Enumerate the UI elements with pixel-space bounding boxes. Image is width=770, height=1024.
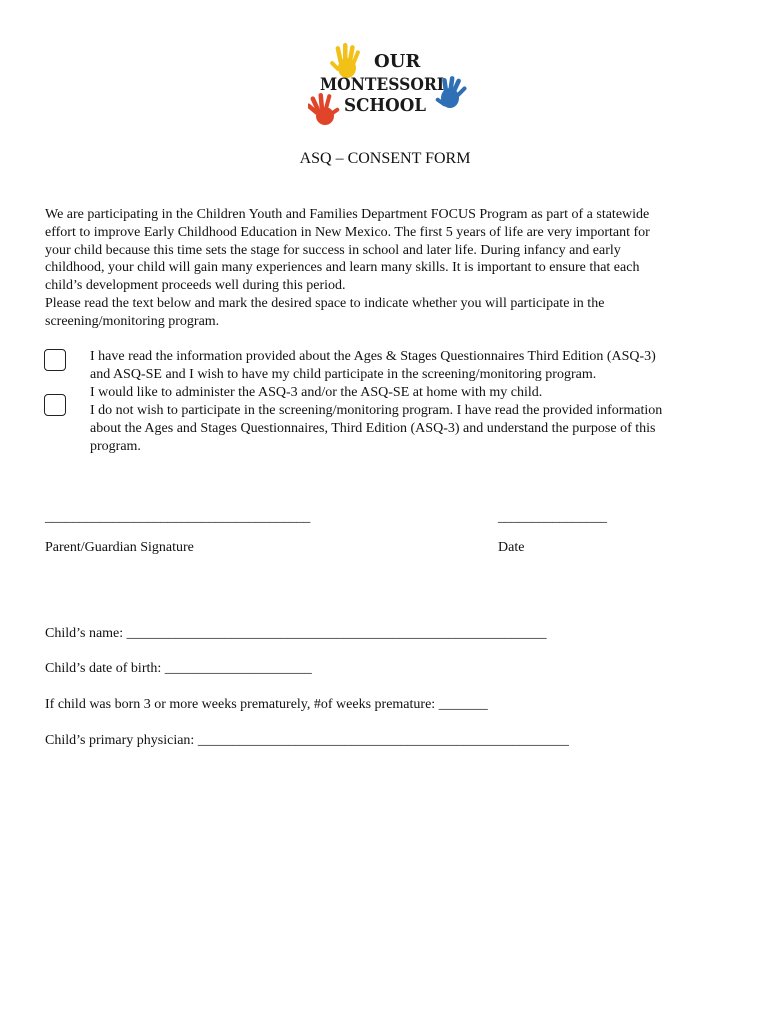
intro-line: Please read the text below and mark the desired space to indicate whether you will participate in the <box>45 295 605 311</box>
primary-physician-input-line[interactable]: _____________________________________________________ <box>197 733 569 748</box>
option-line: about the Ages and Stages Questionnaires, Third Edition (ASQ-3) and understand the purpose of this <box>90 421 656 437</box>
yellow-hand-icon <box>329 43 360 78</box>
option-line: I do not wish to participate in the screening/monitoring program. I have read the provided information <box>90 403 663 419</box>
child-name-field <box>45 626 547 642</box>
premature-weeks-field <box>45 697 488 713</box>
logo-text-montessori: MONTESSORI <box>320 75 445 95</box>
consent-options-text <box>90 348 730 457</box>
child-name-input-line[interactable]: ____________________________________________________________ <box>126 626 547 641</box>
logo-text-our: OUR <box>374 51 421 72</box>
signature-line[interactable]: _______________________________________ <box>45 510 311 525</box>
red-hand-icon <box>308 93 340 125</box>
school-logo <box>308 40 470 132</box>
option-line: program. <box>90 439 141 455</box>
intro-line: effort to improve Early Childhood Education in New Mexico. The first 5 years of life are very important for <box>45 224 650 240</box>
premature-weeks-input-line[interactable]: _______ <box>438 697 488 712</box>
consent-checkbox-participate[interactable] <box>44 349 66 371</box>
form-title: ASQ – CONSENT FORM <box>299 150 471 167</box>
consent-checkbox-decline[interactable] <box>44 394 66 416</box>
logo-text-school: SCHOOL <box>344 95 427 116</box>
primary-physician-field <box>45 733 569 749</box>
intro-line: screening/monitoring program. <box>45 313 220 329</box>
intro-line: child’s development proceeds well during this period. <box>45 278 346 294</box>
option-line: I have read the information provided about the Ages & Stages Questionnaires Third Edition (ASQ-3) <box>90 349 656 364</box>
logo-graphic <box>308 40 470 132</box>
child-dob-field <box>45 661 312 677</box>
date-line[interactable]: ________________ <box>498 510 607 525</box>
child-dob-label: Child’s date of birth: <box>45 661 165 676</box>
signature-label: Parent/Guardian Signature <box>45 540 194 555</box>
child-dob-input-line[interactable]: _____________________ <box>164 661 312 676</box>
premature-weeks-label: If child was born 3 or more weeks prematurely, #of weeks premature: <box>45 697 439 712</box>
option-line: and ASQ-SE and I wish to have my child participate in the screening/monitoring program. <box>90 367 597 383</box>
intro-line: childhood, your child will gain many experiences and learn many skills. It is important to ensure that each <box>45 260 640 276</box>
intro-line: your child because this time sets the stage for success in school and later life. During infancy and early <box>45 242 621 258</box>
intro-paragraph <box>45 206 725 331</box>
date-label: Date <box>498 540 525 555</box>
intro-line: We are participating in the Children Youth and Families Department FOCUS Program as part of a statewide <box>45 207 650 222</box>
option-line: I would like to administer the ASQ-3 and/or the ASQ-SE at home with my child. <box>90 385 543 401</box>
primary-physician-label: Child’s primary physician: <box>45 733 198 748</box>
child-name-label: Child’s name: <box>45 626 127 641</box>
